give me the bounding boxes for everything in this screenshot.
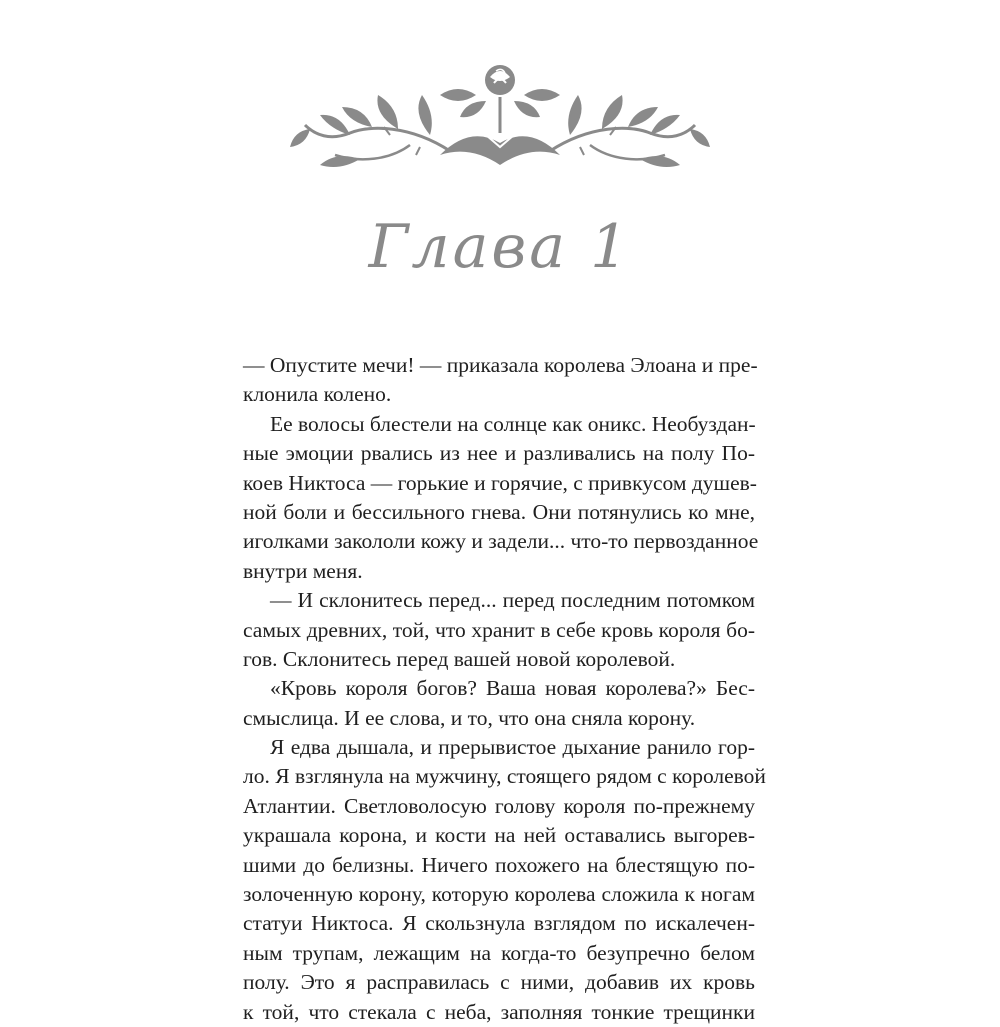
text-line: смыслица. И ее слова, и то, что она сняла корону. <box>243 705 696 730</box>
rose-vine-ornament-icon <box>290 55 710 185</box>
text-line: к той, что стекала с неба, заполняя тонкие трещинки <box>243 999 755 1024</box>
text-line: Я едва дышала, и прерывистое дыхание ранило гор- <box>270 735 755 760</box>
text-line: Атлантии. Светловолосую голову короля по-прежнему <box>243 793 755 818</box>
text-line: ным трупам, лежащим на когда-то безупречно белом <box>243 940 755 965</box>
text-line: «Кровь короля богов? Ваша новая королева?» Бес- <box>270 676 755 701</box>
text-line: статуи Никтоса. Я скользнула взглядом по искалечен- <box>243 911 755 936</box>
text-line: самых древних, той, что хранит в себе кровь короля бо- <box>243 617 755 642</box>
text-line: шими до белизны. Ничего похожего на блестящую по- <box>243 852 755 877</box>
chapter-title: Глава 1 <box>368 212 632 282</box>
text-line: иголками закололи кожу и задели... что-то первозданное <box>243 529 759 554</box>
text-line: украшала корона, и кости на ней оставались выгорев- <box>243 823 755 848</box>
text-line: полу. Это я расправилась с ними, добавив их кровь <box>243 970 755 995</box>
body-text <box>243 351 766 1027</box>
text-line: — Опустите мечи! — приказала королева Элоана и пре- <box>243 353 758 377</box>
text-line: — И склонитесь перед... перед последним потомком <box>270 588 755 613</box>
text-line: клонила колено. <box>243 382 392 407</box>
text-line: золоченную корону, которую королева сложила к ногам <box>243 882 755 907</box>
text-line: ной боли и бессильного гнева. Они потянулись ко мне, <box>243 499 755 524</box>
text-line: внутри меня. <box>243 558 363 583</box>
text-line: коев Никтоса — горькие и горячие, с привкусом душев- <box>243 470 757 495</box>
text-line: ные эмоции рвались из нее и разливались на полу По- <box>243 441 755 466</box>
text-line: гов. Склонитесь перед вашей новой королевой. <box>243 646 676 671</box>
text-line: Ее волосы блестели на солнце как оникс. Необуздан- <box>270 411 756 436</box>
text-line: ло. Я взглянула на мужчину, стоящего рядом с королевой <box>243 764 766 789</box>
